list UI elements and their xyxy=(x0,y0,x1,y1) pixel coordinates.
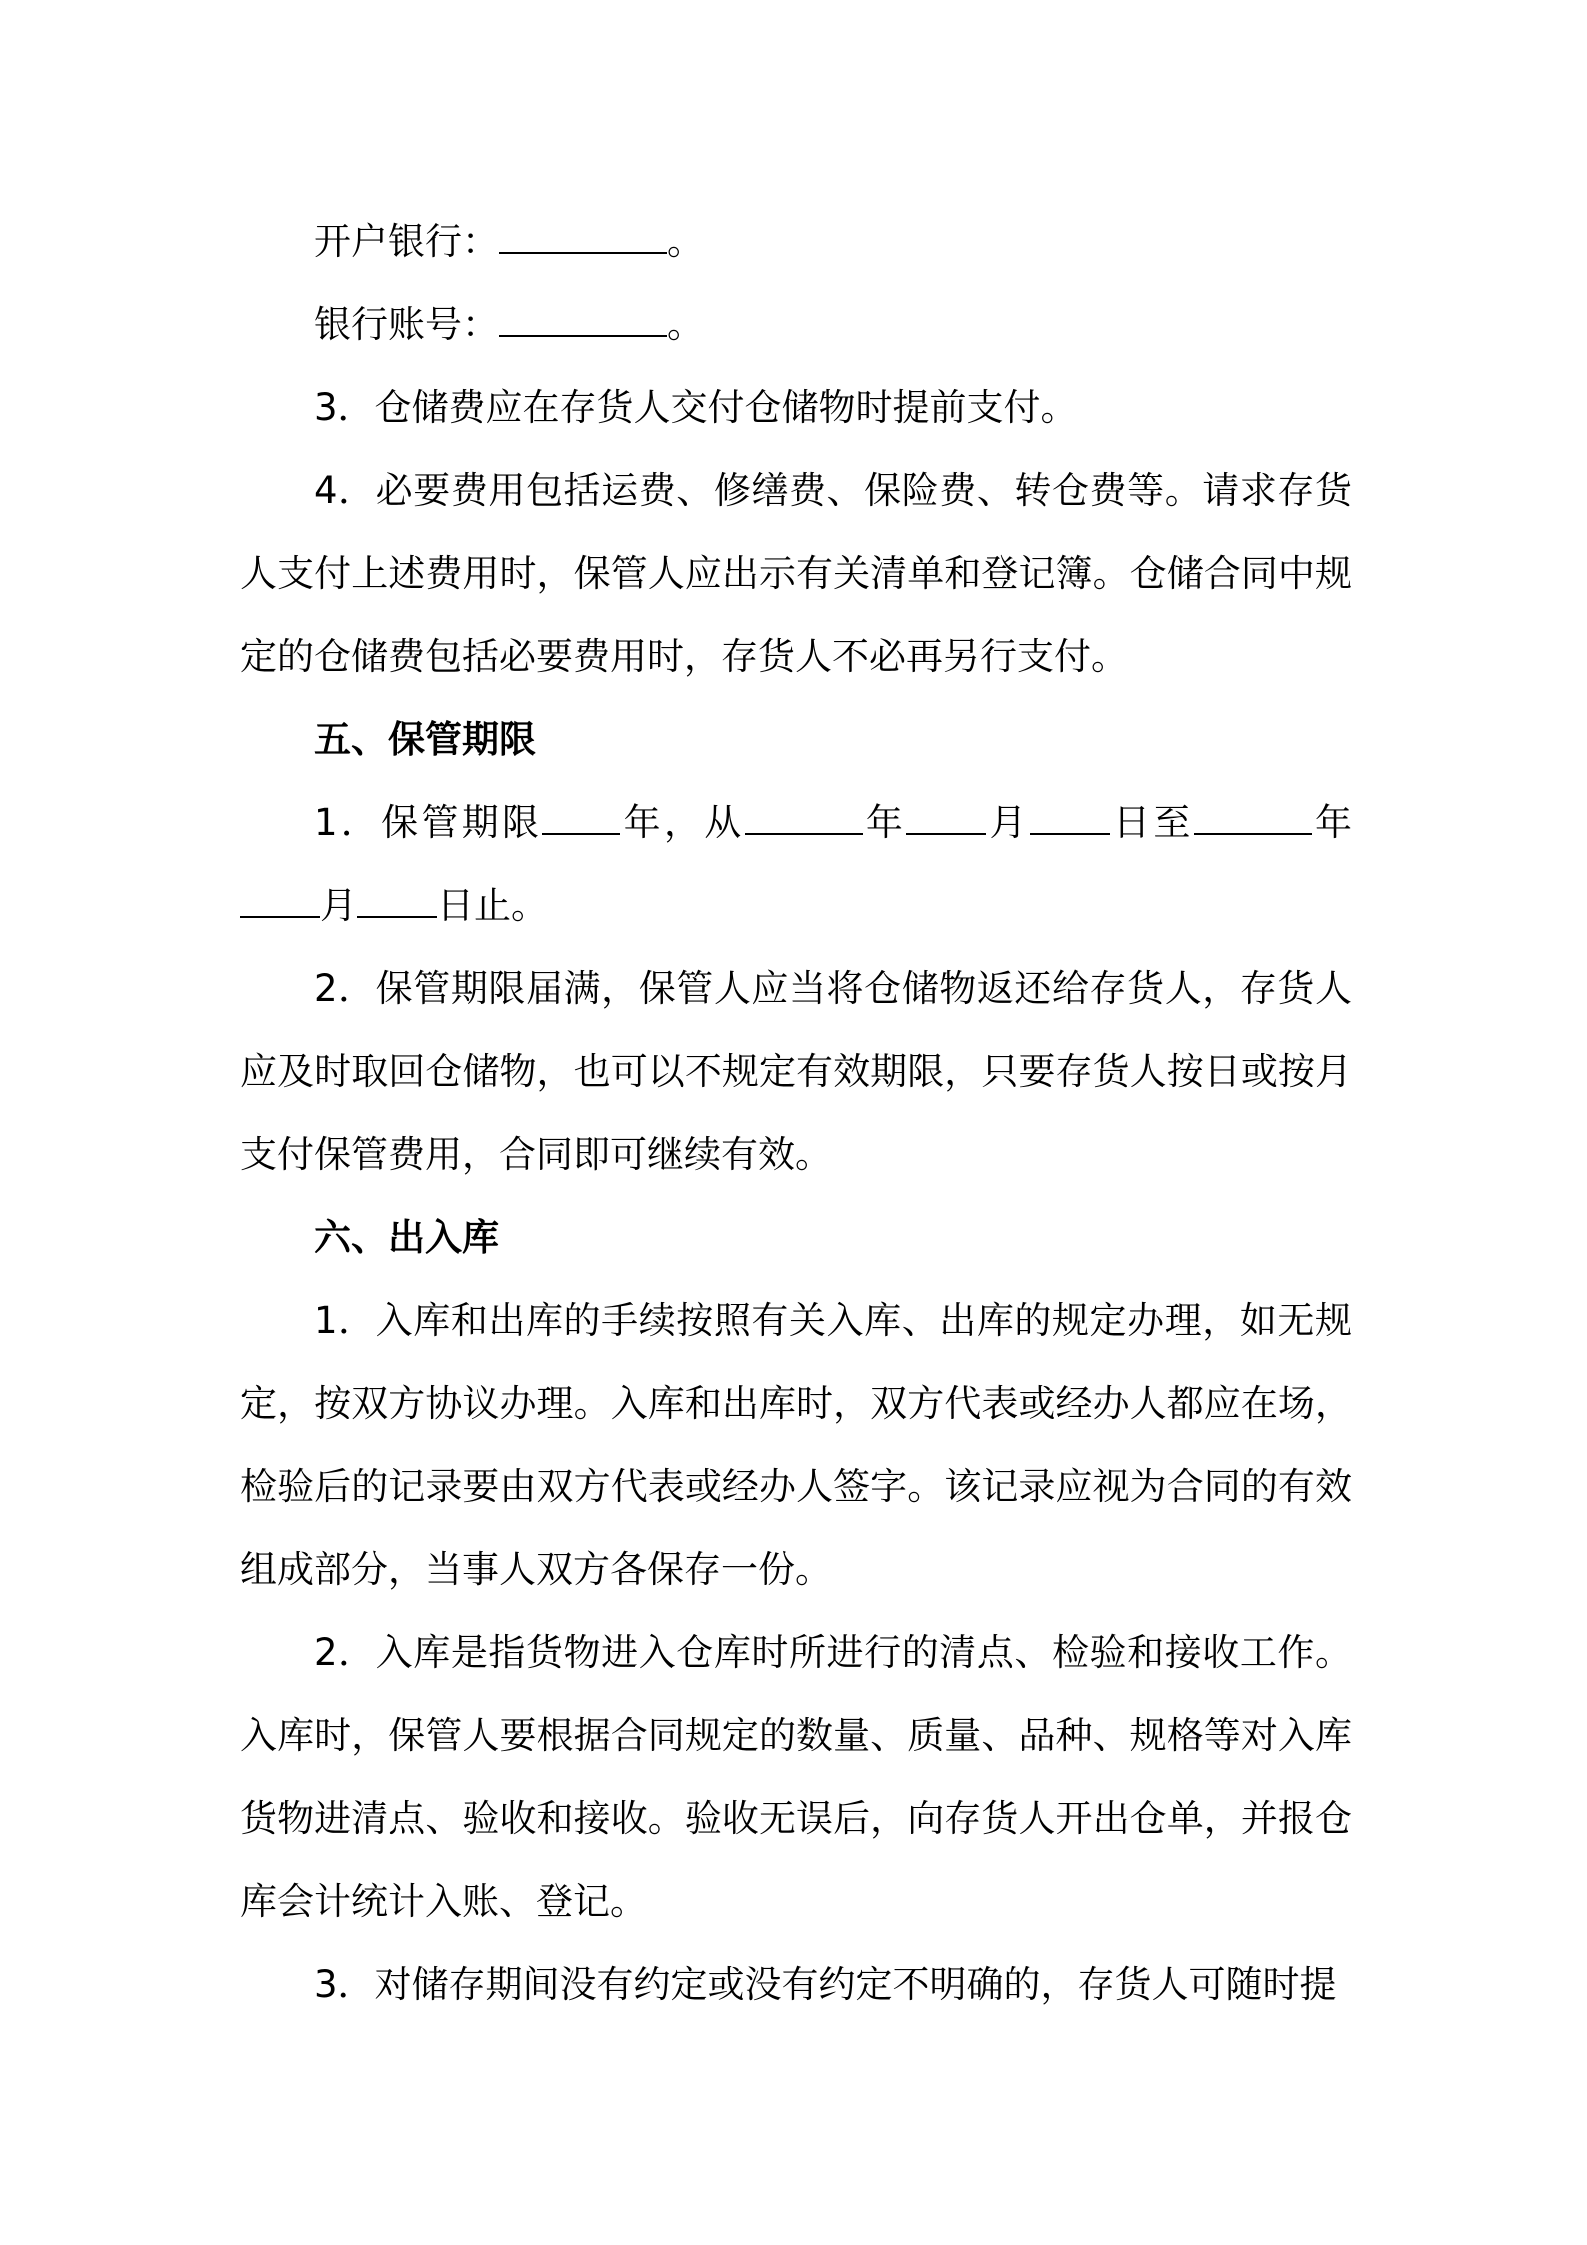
section-6-item-1: 1．入库和出库的手续按照有关入库、出库的规定办理，如无规定，按双方协议办理。入库和出库时，双方代表或经办人都应在场，检验后的记录要由双方代表或经办人签字。该记录应视为合同的有效组成部分，当事人双方各保存一份。 xyxy=(240,1299,1352,1591)
section-6-heading: 六、出入库 xyxy=(314,1216,499,1259)
start-month-blank xyxy=(906,796,986,835)
section-5-item-1 xyxy=(240,781,1352,947)
term-years-blank xyxy=(542,796,620,835)
document-body xyxy=(240,200,1352,2026)
section-5-heading: 五、保管期限 xyxy=(314,718,536,761)
end-year-unit: 年 xyxy=(1311,801,1353,844)
account-end-mark: 。 xyxy=(667,303,704,346)
payment-item-4: 4．必要费用包括运费、修缮费、保险费、转仓费等。请求存货人支付上述费用时，保管人应出示有关清单和登记簿。仓储合同中规定的仓储费包括必要费用时，存货人不必再另行支付。 xyxy=(240,469,1352,678)
start-year-blank xyxy=(745,796,863,835)
term-from-text: 年，从 xyxy=(620,801,745,844)
payment-item-3: 3．仓储费应在存货人交付仓储物时提前支付。 xyxy=(314,386,1078,429)
start-day-to: 日至 xyxy=(1109,801,1194,844)
end-year-blank xyxy=(1194,796,1312,835)
start-year-unit: 年 xyxy=(862,801,907,844)
bank-line xyxy=(240,200,1352,283)
end-day-blank xyxy=(357,879,437,918)
bank-label: 开户银行： xyxy=(314,220,499,263)
bank-blank xyxy=(499,215,667,254)
account-label: 银行账号： xyxy=(314,303,499,346)
account-blank xyxy=(499,298,667,337)
start-day-blank xyxy=(1030,796,1110,835)
section-6-item-2: 2．入库是指货物进入仓库时所进行的清点、检验和接收工作。入库时，保管人要根据合同规定的数量、质量、品种、规格等对入库货物进清点、验收和接收。验收无误后，向存货人开出仓单，并报仓库会计统计入账、登记。 xyxy=(240,1631,1352,1923)
section-5-item-2: 2．保管期限届满，保管人应当将仓储物返还给存货人，存货人应及时取回仓储物，也可以不规定有效期限，只要存货人按日或按月支付保管费用，合同即可继续有效。 xyxy=(240,967,1352,1176)
end-day-text: 日止。 xyxy=(437,884,548,927)
end-month-blank xyxy=(240,879,320,918)
term-prefix: 1．保管期限 xyxy=(314,801,543,844)
bank-end-mark: 。 xyxy=(667,220,704,263)
end-month-unit: 月 xyxy=(320,884,357,927)
section-6-item-3: 3．对储存期间没有约定或没有约定不明确的，存货人可随时提 xyxy=(314,1963,1337,2006)
start-month-unit: 月 xyxy=(986,801,1030,844)
account-line xyxy=(240,283,1352,366)
